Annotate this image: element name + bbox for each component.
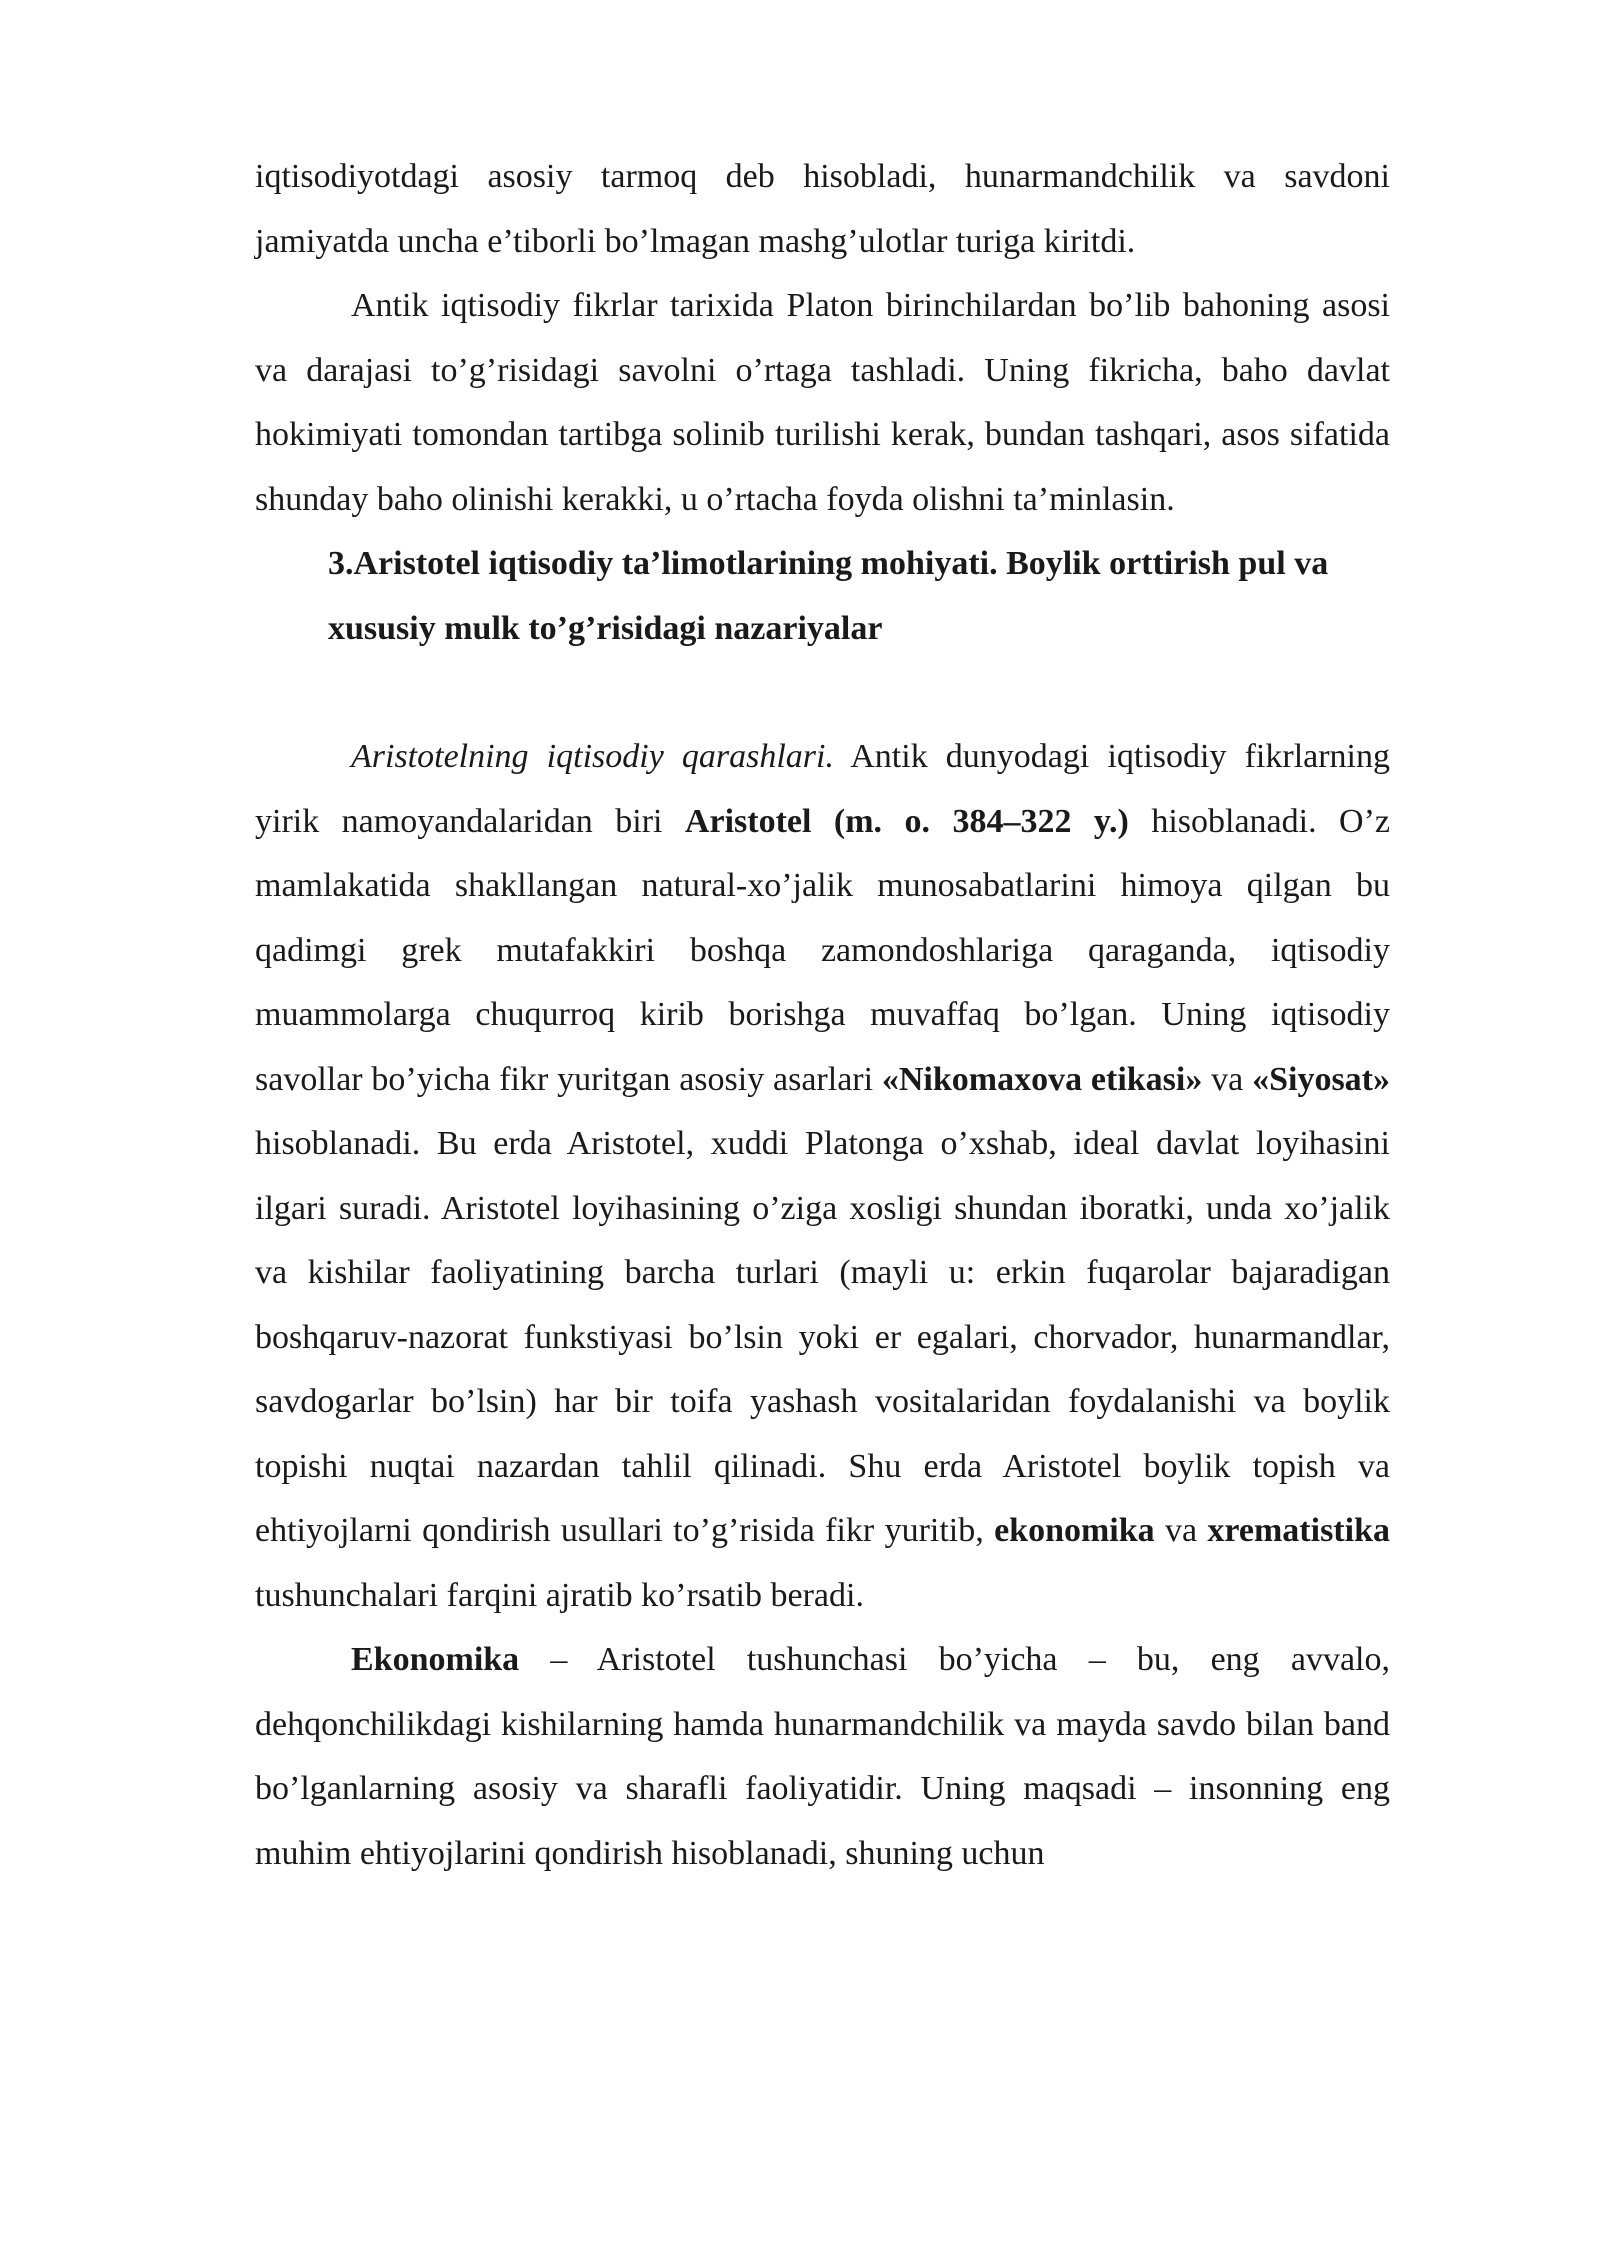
bold-work-title-1: «Nikomaxova etikasi» <box>881 1060 1203 1098</box>
paragraph-text: Antik dunyodagi iqtisodiy fikrlarning yirik namoyandalaridan biri <box>255 738 1390 840</box>
paragraph-text: hisoblanadi. O’z mamlakatida shakllangan natural-xo’jalik munosabatlarini himoya qilgan bu qadimgi grek mutafakkiri boshqa zamondoshlariga qaraganda, iqtisodiy muammolarga chuqurroq kirib borishga muvaffaq bo’lgan. Uning iqtisodiy savollar bo’yicha fikr yuritgan asosiy asarlari <box>255 802 1390 1098</box>
paragraph-text: iqtisodiyotdagi asosiy tarmoq deb hisobladi, hunarmandchilik va savdoni jamiyatda uncha e’tiborli bo’lmagan mashg’ulotlar turiga kiritdi. <box>255 158 1390 260</box>
paragraph-text: tushunchalari farqini ajratib ko’rsatib beradi. <box>255 1576 864 1614</box>
section-heading-line-1: 3.Aristotel iqtisodiy ta’limotlarining mohiyati. Boylik orttirish pul va <box>328 545 1329 582</box>
bold-term-ekonomika: ekonomika <box>994 1512 1155 1549</box>
section-heading <box>255 532 1488 661</box>
paragraph-text: – Aristotel tushunchasi bo’yicha – bu, eng avvalo, dehqonchilikdagi kishilarning hamda hunarmandchilik va mayda savdo bilan band bo’lganlarning asosiy va sharafli faoliyatidir. Uning maqsadi – insonning eng muhim ehtiyojlarini qondirish hisoblanadi, shuning uchun <box>255 1641 1390 1872</box>
italic-lead-phrase: Aristotelning iqtisodiy qarashlari. <box>351 738 834 775</box>
paragraph-text: Antik iqtisodiy fikrlar tarixida Platon birinchilardan bo’lib bahoning asosi va darajasi to’g’risidagi savolni o’rtaga tashladi. Uning fikricha, baho davlat hokimiyati tomondan tartibga solinib turilishi kerak, bundan tashqari, asos sifatida shunday baho olinishi kerakki, u o’rtacha foyda olishni ta’minlasin. <box>255 287 1390 518</box>
bold-author-name: Aristotel (m. o. 384–322 y.) <box>684 802 1129 840</box>
bold-lead-term: Ekonomika <box>351 1641 520 1678</box>
paragraph-aristotel <box>255 725 1390 1628</box>
section-heading-line-2: xususiy mulk to’g’risidagi nazariyalar <box>328 609 883 647</box>
paragraph-text: hisoblanadi. Bu erda Aristotel, xuddi Platonga o’xshab, ideal davlat loyihasini ilgari suradi. Aristotel loyihasining o’ziga xosligi shundan iboratki, unda xo’jalik va kishilar faoliyatining barcha turlari (mayli u: erkin fuqarolar bajaradigan boshqaruv-nazorat funkstiyasi bo’lsin yoki er egalari, chorvador, hunarmandlar, savdogarlar bo’lsin) har bir toifa yashash vositalaridan foydalanishi va boylik topishi nuqtai nazardan tahlil qilinadi. Shu erda Aristotel boylik topish va ehtiyojlarni qondirish usullari to’g’risida fikr yuritib, <box>255 1125 1390 1549</box>
paragraph-ekonomika <box>255 1628 1390 1886</box>
paragraph-text: va <box>1154 1512 1208 1549</box>
blank-line <box>255 661 1390 725</box>
bold-work-title-2: «Siyosat» <box>1252 1060 1391 1098</box>
paragraph-platon <box>255 274 1390 532</box>
paragraph-text: va <box>1202 1060 1253 1098</box>
paragraph-continuation <box>255 145 1390 274</box>
document-page <box>255 145 1390 1886</box>
bold-term-xrematistika: xrematistika <box>1207 1512 1390 1549</box>
